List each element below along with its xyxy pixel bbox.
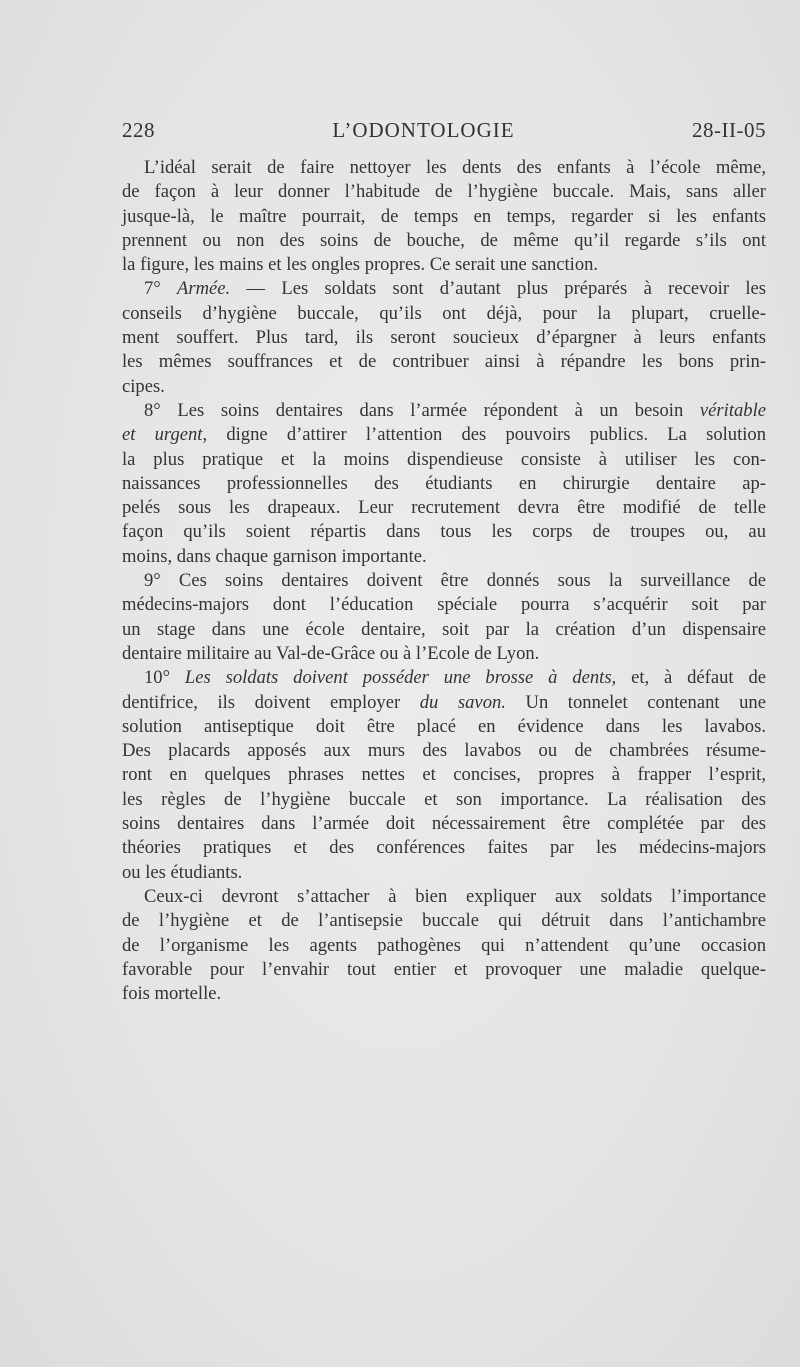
text-line: de façon à leur donner l’habitude de l’hygiène buccale. Mais, sans aller	[122, 181, 766, 203]
issue-date: 28-II-05	[692, 118, 766, 142]
text-line: dentaire militaire au Val-de-Grâce ou à l’Ecole de Lyon.	[122, 642, 540, 664]
text-line: de l’hygiène et de l’antisepsie buccale qui détruit dans l’antichambre	[122, 910, 766, 932]
text-line	[122, 399, 766, 423]
text-line: moins, dans chaque garnison importante.	[122, 545, 427, 567]
text-line: conseils d’hygiène buccale, qu’ils ont déjà, pour la plupart, cruelle-	[122, 302, 766, 324]
italic-segment: du savon.	[419, 691, 506, 713]
item-number: 7°	[144, 278, 178, 300]
text-line: façon qu’ils soient répartis dans tous les corps de troupes ou, au	[122, 521, 766, 543]
text-line	[122, 691, 766, 715]
running-header	[122, 118, 766, 148]
text-line: solution antiseptique doit être placé en évidence dans les lavabos.	[122, 715, 766, 737]
text-line: Des placards apposés aux murs des lavabos ou de chambrées résume-	[122, 740, 766, 762]
text-line: médecins-majors dont l’éducation spéciale pourra s’acquérir soit par	[122, 594, 766, 616]
text-line: soins dentaires dans l’armée doit nécessairement être complétée par des	[122, 813, 766, 835]
text-line: les règles de l’hygiène buccale et son importance. La réalisation des	[122, 788, 766, 810]
body-text	[122, 156, 766, 1006]
text-line: la plus pratique et la moins dispendieuse consiste à utiliser les con-	[122, 448, 766, 470]
paragraph-armee	[122, 277, 766, 398]
italic-segment: et urgent,	[122, 424, 208, 446]
text-line: 9° Ces soins dentaires doivent être donnés sous la surveillance de	[144, 570, 766, 592]
text-line: la figure, les mains et les ongles propres. Ce serait une sanction.	[122, 254, 599, 276]
text-line: ront en quelques phrases nettes et concises, propres à frapper l’esprit,	[122, 764, 766, 786]
paragraph-hygiene-school	[122, 156, 766, 277]
text-line: L’idéal serait de faire nettoyer les dents des enfants à l’école même,	[144, 157, 766, 178]
text-segment: dentifrice, ils doivent employer	[122, 691, 420, 713]
text-line: prennent ou non des soins de bouche, de même qu’il regarde s’ils ont	[122, 229, 766, 251]
text-line: pelés sous les drapeaux. Leur recrutement devra être modifié de telle	[122, 497, 766, 519]
text-line	[122, 666, 766, 690]
page-number: 228	[122, 118, 155, 142]
section-heading-italic: Armée.	[177, 278, 231, 300]
text-segment: — Les soldats sont d’autant plus préparés à recevoir les	[230, 278, 766, 300]
text-line: fois mortelle.	[122, 983, 222, 1005]
journal-title: L’ODONTOLOGIE	[332, 118, 515, 142]
text-line: Ceux-ci devront s’attacher à bien expliquer aux soldats l’importance	[144, 885, 766, 907]
text-line: cipes.	[122, 375, 165, 397]
text-segment: 8° Les soins dentaires dans l’armée répondent à un besoin	[144, 399, 700, 421]
text-line: jusque-là, le maître pourrait, de temps en temps, regarder si les enfants	[122, 205, 766, 227]
paragraph-soins-armee	[122, 399, 766, 569]
text-line: un stage dans une école dentaire, soit par la création d’un dispensaire	[122, 618, 766, 640]
text-line	[122, 277, 766, 301]
text-line: les mêmes souffrances et de contribuer ainsi à répandre les bons prin-	[122, 351, 766, 373]
text-line: ment souffert. Plus tard, ils seront soucieux d’épargner à leurs enfants	[122, 327, 766, 349]
paragraph-brosse-a-dents	[122, 666, 766, 885]
text-segment: Un tonnelet contenant une	[505, 691, 766, 713]
paragraph-conclusion	[122, 885, 766, 1006]
text-line: favorable pour l’envahir tout entier et provoquer une maladie quelque-	[122, 958, 766, 980]
text-segment: et, à défaut de	[616, 667, 766, 689]
text-line: ou les étudiants.	[122, 861, 243, 883]
text-line: naissances professionnelles des étudiants en chirurgie dentaire ap-	[122, 472, 766, 494]
text-line: théories pratiques et des conférences faites par les médecins-majors	[122, 837, 766, 859]
italic-segment: véritable	[699, 399, 766, 421]
text-line	[122, 423, 766, 447]
paragraph-surveillance	[122, 569, 766, 666]
italic-segment: Les soldats doivent posséder une brosse à dents,	[184, 667, 617, 689]
text-line: de l’organisme les agents pathogènes qui n’attendent qu’une occasion	[122, 934, 766, 956]
text-segment: digne d’attirer l’attention des pouvoirs publics. La solution	[207, 424, 767, 446]
item-number: 10°	[144, 667, 185, 689]
